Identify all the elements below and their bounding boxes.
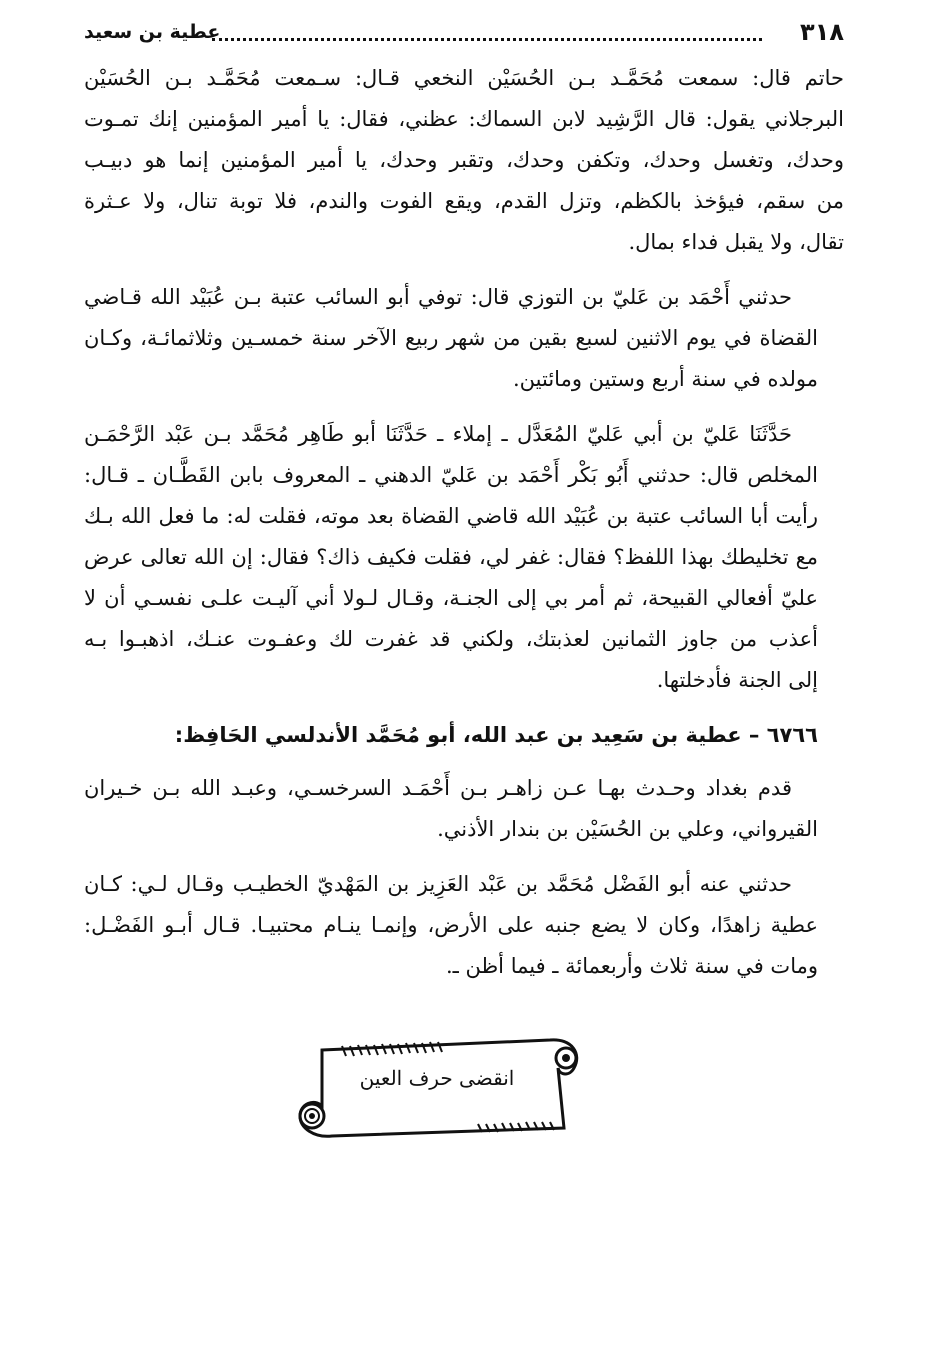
text-line: مع تخليطك بهذا اللفظ؟ فقال: غفر لي، فقلت فكيف ذاك؟ فقال: إن الله تعالى عرض — [84, 545, 818, 569]
text-line: القضاة في يوم الاثنين لسبع بقين من شهر ربيع الآخر سنة خمسـين وثلاثمائـة، وكـان — [84, 326, 818, 350]
paragraph-2 — [84, 277, 844, 400]
text-line: حدثني عنه أبو الفَضْل مُحَمَّد بن عَبْد العَزِيز بن المَهْديّ الخطيـب وقـال لـي: كـان — [84, 872, 792, 896]
paragraph-3 — [84, 414, 844, 701]
text-line: رأيت أبا السائب عتبة بن عُبَيْد الله قاضي القضاة بعد موته، فقلت له: ما فعل الله بـك — [84, 504, 818, 528]
text-line: المخلص قال: حدثني أَبُو بَكْر أَحْمَد بن عَليّ الدهني ـ المعروف بابن القَطَّـان ـ قـال: — [84, 463, 818, 487]
text-line: تقال، ولا يقبل فداء بمال. — [628, 230, 844, 254]
page-number: ٣١٨ — [800, 18, 844, 46]
text-line: قدم بغداد وحـدث بهـا عـن زاهـر بـن أَحْمَـد السرخسـي، وعبـد الله بـن خـيران — [84, 776, 792, 800]
paragraph-5 — [84, 864, 844, 987]
page-header — [84, 12, 844, 52]
text-line: حَدَّثَنَا عَليّ بن أبي عَليّ المُعَدَّل ـ إملاء ـ حَدَّثَنَا أبو طَاهِر مُحَمَّد بـن عَبْد الرَّحْمَـن — [84, 422, 792, 446]
text-line: القيرواني، وعلي بن الحُسَيْن بن بندار الأذني. — [437, 817, 818, 841]
entry-heading: ٦٧٦٦ – عطية بن سَعِيد بن عبد الله، أبو مُحَمَّد الأندلسي الحَافِظ: — [174, 723, 818, 747]
text-line: البرجلاني يقول: قال الرَّشِيد لابن السماك: عظني، فقال: يا أمير المؤمنين إنك تمـوت — [84, 107, 844, 131]
text-line: حدثني أَحْمَد بن عَليّ بن التوزي قال: توفي أبو السائب عتبة بـن عُبَيْد الله قـاضي — [84, 285, 792, 309]
text-line: عطية زاهدًا، وكان لا يضع جنبه على الأرض، وإنمـا ينـام محتبيـا. قـال أبـو الفَضْـل: — [84, 913, 818, 937]
text-line: حاتم قال: سمعت مُحَمَّـد بـن الحُسَيْن النخعي قـال: سـمعت مُحَمَّـد بـن الحُسَيْن — [84, 66, 844, 90]
text-line: ومات في سنة ثلاث وأربعمائة ـ فيما أظن ـ. — [445, 954, 818, 978]
scroll-caption: انقضى حرف العين — [359, 1066, 515, 1090]
text-line: إلى الجنة فأدخلتها. — [656, 668, 818, 692]
header-dotted-leader — [212, 38, 762, 41]
text-line: من سقم، فيؤخذ بالكظم، وتزل القدم، ويقع الفوت والندم، فلا توبة تنال، ولا عـثرة — [84, 189, 844, 213]
paragraph-1 — [84, 58, 844, 263]
page-body — [84, 58, 844, 1001]
text-line: وحدك، وتغسل وحدك، وتكفن وحدك، وتقبر وحدك، يا أمير المؤمنين إنما هو دبيـب — [84, 148, 844, 172]
text-line: عليّ أفعالي القبيحة، ثم أمر بي إلى الجنـة، وقـال لـولا أني آليـت علـى نفسـي أن لا — [84, 586, 818, 610]
text-line: مولده في سنة أربع وستين ومائتين. — [513, 367, 818, 391]
text-line: أعذب من جاوز الثمانين لعذبتك، ولكني قد غفرت لك وعفـوت عنـك، اذهبـوا بـه — [84, 627, 818, 651]
running-title: عطية بن سعيد — [84, 21, 221, 43]
chapter-end-scroll — [282, 1032, 594, 1142]
paragraph-4 — [84, 768, 844, 850]
